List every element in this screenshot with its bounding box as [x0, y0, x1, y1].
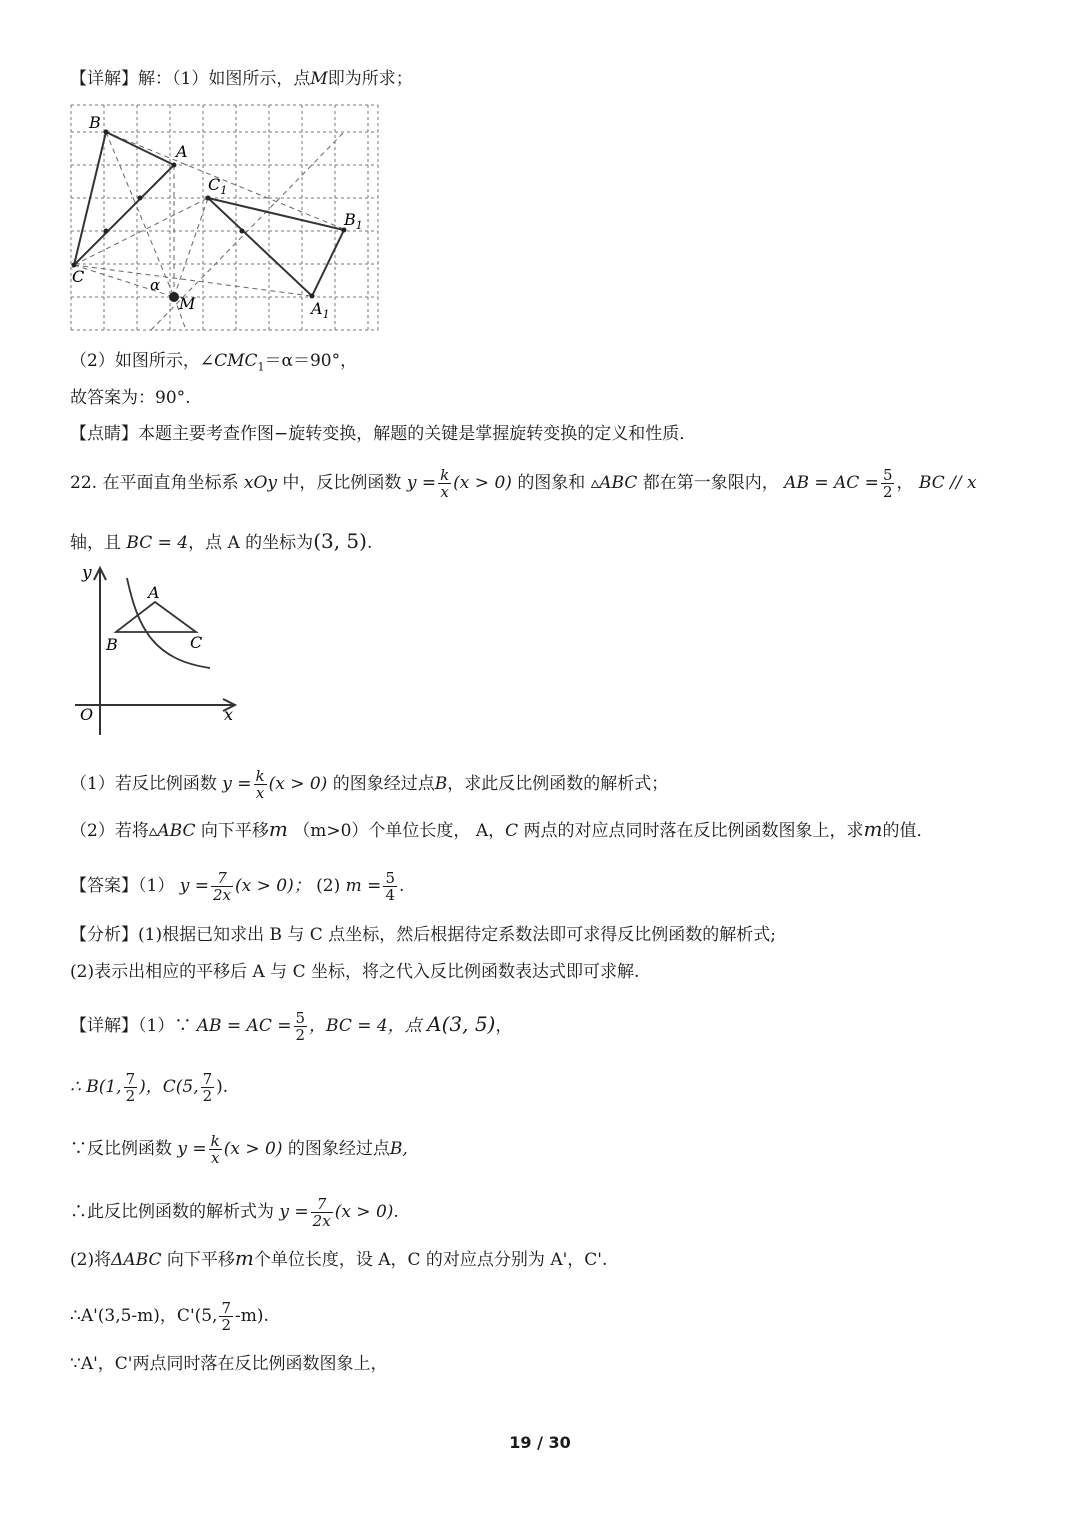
label-C1: $C_1$	[208, 175, 228, 197]
analysis-line1: 【分析】(1)根据已知求出 B 与 C 点坐标，然后根据待定系数法即可求得反比例函数的解析式;	[70, 925, 776, 945]
label-C: C	[190, 633, 203, 652]
label-C: C	[72, 267, 85, 286]
function-graph-figure	[70, 560, 250, 740]
label-A: A	[148, 583, 160, 602]
label-M: M	[179, 294, 196, 313]
axis-x-label: x	[224, 705, 234, 724]
comment-line: 【点睛】本题主要考查作图−旋转变换，解题的关键是掌握旋转变换的定义和性质．	[70, 424, 697, 444]
detail-step1: 【详解】（1）∵ AB = AC = $\frac{5}{2}$ ，BC = 4，点 A(3, 5)，	[70, 1009, 513, 1044]
answer-line: 故答案为：90°.	[70, 388, 191, 408]
q22-line1: 22. 在平面直角坐标系 xOy 中，反比例函数 y = $\frac{k}{x}$ (x > 0) 的图象和 ▵ABC 都在第一象限内， AB = AC = $\frac{5}{2}$ ， BC // x	[70, 466, 977, 501]
q22-part1: （1）若反比例函数 y = $\frac{k}{x}$ (x > 0) 的图象经过点B，求此反比例函数的解析式；	[70, 767, 669, 802]
axis-y-label: y	[82, 563, 92, 583]
detail-step5: (2)将ΔABC 向下平移m个单位长度，设 A，C 的对应点分别为 A'，C'.	[70, 1246, 608, 1270]
label-B: B	[89, 113, 101, 132]
label-B1: $B_1$	[344, 210, 363, 232]
detail-step2: ∴ B(1, $\frac{7}{2}$ )，C(5, $\frac{7}{2}$ ).	[70, 1070, 229, 1105]
origin-label: O	[80, 705, 94, 724]
label-A: A	[176, 142, 188, 161]
detail-line: 【详解】解：（1）如图所示，点M即为所求；	[70, 69, 413, 89]
label-A1: $A_1$	[311, 299, 330, 321]
q22-line2: 轴，且 BC = 4，点 A 的坐标为(3, 5).	[70, 529, 373, 553]
part2-line: （2）如图所示，$\angle CMC_1=\alpha=90^\circ$，	[70, 351, 358, 374]
detail-step4: ∴此反比例函数的解析式为 y = $\frac{7}{2x}$ (x > 0).	[70, 1195, 399, 1230]
rotation-figure	[66, 100, 386, 335]
detail-step6: ∴A'(3,5-m)，C'(5, $\frac{7}{2}$ -m).	[70, 1299, 269, 1334]
label-B: B	[106, 635, 118, 654]
q22-part2: （2）若将▵ABC 向下平移m （m>0）个单位长度， A，C 两点的对应点同时落在反比例函数图象上，求m的值．	[70, 817, 934, 841]
page-number: 19 / 30	[509, 1433, 571, 1452]
answer-row: 【答案】（1） y = $\frac{7}{2x}$ (x > 0)； (2) m = $\frac{5}{4}$ .	[70, 869, 405, 904]
detail-step3: ∵反比例函数 y = $\frac{k}{x}$ (x > 0) 的图象经过点B,	[70, 1132, 408, 1167]
label-alpha: α	[150, 276, 161, 294]
detail-step7: ∵A'，C'两点同时落在反比例函数图象上，	[70, 1354, 388, 1374]
analysis-line2: (2)表示出相应的平移后 A 与 C 坐标，将之代入反比例函数表达式即可求解.	[70, 962, 640, 982]
